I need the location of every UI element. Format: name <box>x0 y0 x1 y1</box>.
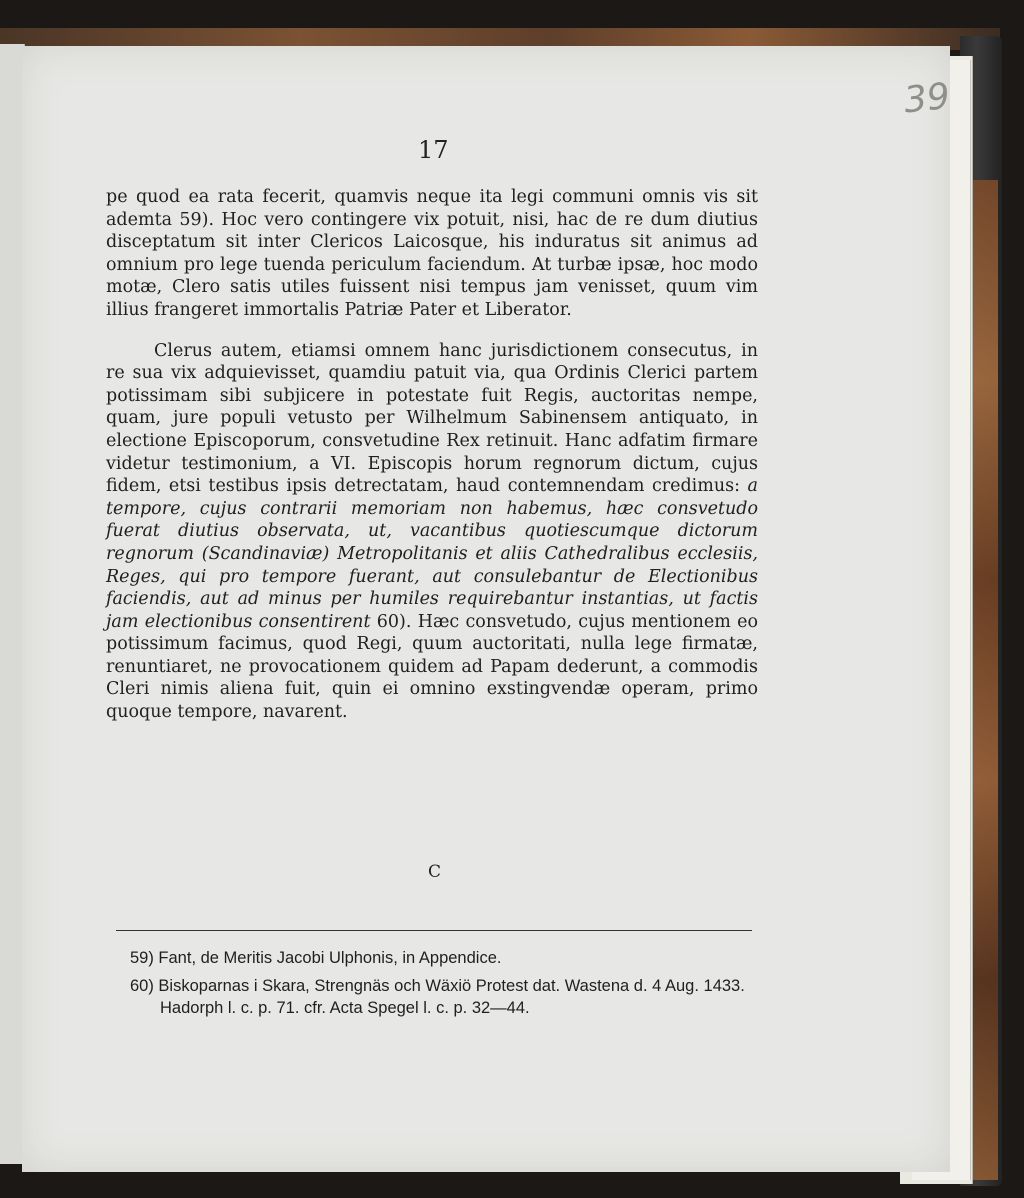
paragraph-2 <box>106 340 758 724</box>
paragraph-2-conclusion: 60). Hæc consvetudo, cujus mentionem eo potissimum facimus, quod Regi, quum auctoritati, nulla lege firmatæ, renuntiaret, ne provocationem quidem ad Papam dederunt, a commodis Cleri nimis aliena fuit, quin ei omnino exstingvendæ operam, primo quoque tempore, navarent. <box>106 611 759 723</box>
paragraph-1: pe quod ea rata fecerit, quamvis neque ita legi communi omnis vis sit ademta 59). Hoc vero contingere vix potuit, nisi, hac de re dum diutius disceptatum sit inter Clericos Laicosque, his induratus sit animus ad omnium pro lege tuenda periculum faciendum. At turbæ ipsæ, hoc modo motæ, Clero satis utiles fuissent nisi tempus jam venisset, quum vim illius frangeret immortalis Patriæ Pater et Liberator. <box>106 187 758 320</box>
catchword: C <box>428 862 442 882</box>
footnotes <box>130 947 755 1025</box>
main-text <box>106 186 758 724</box>
footnote-60: 60) Biskoparnas i Skara, Strengnäs och Wäxiö Protest dat. Wastena d. 4 Aug. 1433. Hadorph l. c. p. 71. cfr. Acta Spegel l. c. p. 32—44. <box>130 977 745 1017</box>
paragraph-2-intro: Clerus autem, etiamsi omnem hanc jurisdictionem consecutus, in re sua vix adquievisset, quamdiu patuit via, qua Ordinis Clerici partem potissimam sibi subjicere in potestate fuit Regis, auctoritas nempe, quam, jure populi vetusto per Wilhelmum Sabinensem antiquato, in electione Episcoporum, consvetudine Rex retinuit. Hanc adfatim firmare videtur testimonium, a VI. Episcopis horum regnorum dictum, cujus fidem, etsi testibus ipsis detrectatam, haud contemnendam credimus: <box>106 340 758 497</box>
pencil-folio-number: 39 <box>901 75 952 122</box>
footnote-59: 59) Fant, de Meritis Jacobi Ulphonis, in Appendice. <box>130 949 502 967</box>
page-number: 17 <box>418 136 449 164</box>
quoted-testimony: a tempore, cujus contrarii memoriam non habemus, hæc consvetudo fuerat diutius observata, ut, vacantibus quotiescumque dictorum regnorum (Scandinaviæ) Metropolitanis et aliis Cathedralibus ecclesiis, Reges, qui pro tempore fuerant, aut consulebantur de Electionibus faciendis, aut ad minus per humiles requirebantur instantias, ut factis jam electionibus consentirent <box>106 476 758 632</box>
footnote-rule <box>116 930 752 931</box>
